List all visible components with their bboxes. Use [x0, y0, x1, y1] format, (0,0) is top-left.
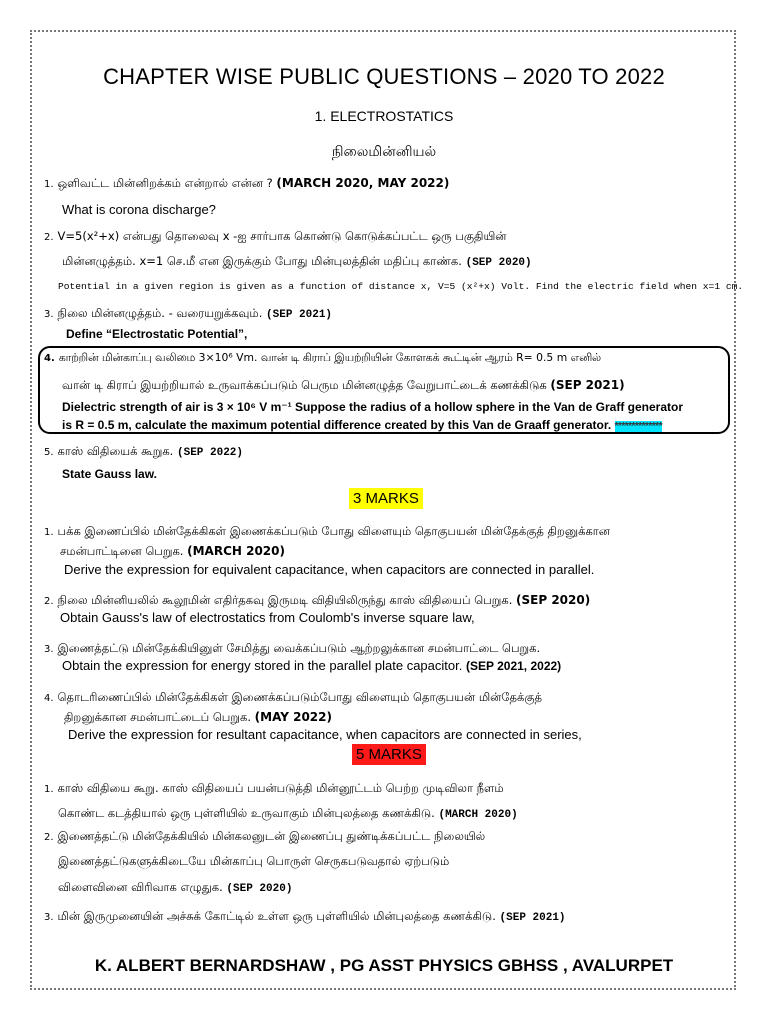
question-2m-3-english: Define “Electrostatic Potential”,	[66, 327, 248, 341]
question-2m-1-tamil: 1. ஒளிவட்ட மின்னிறக்கம் என்றால் என்ன ? (MARCH 2020, MAY 2022)	[44, 176, 450, 190]
exam-tag: (MARCH 2020)	[187, 544, 285, 558]
question-3m-3-tamil: 3. இணைத்தட்டு மின்தேக்கியினுள் சேமித்து வைக்கப்படும் ஆற்றலுக்கான சமன்பாட்டை பெறுக.	[44, 641, 541, 655]
question-2m-4-english-line1: Dielectric strength of air is 3 × 10⁶ V m⁻¹ Suppose the radius of a hollow sphere in the Van de Graff generator	[62, 400, 684, 414]
question-2m-5-tamil: 5. காஸ் விதியைக் கூறுக. (SEP 2022)	[44, 444, 244, 459]
exam-tag: (SEP 2020)	[465, 257, 532, 269]
exam-tag: (SEP 2022)	[177, 447, 244, 459]
question-2m-4-tamil-line2: வான் டி கிராப் இயற்றியால் உருவாக்கப்படும் பெரும மின்னழுத்த வேறுபாட்டைக் கணக்கிடுக (SEP 2021)	[62, 378, 625, 392]
question-2m-1-english: What is corona discharge?	[62, 202, 216, 217]
question-2m-4-english-line2: is R = 0.5 m, calculate the maximum potential difference created by this Van de Graaff generator. **************	[62, 418, 663, 432]
question-2m-2-tamil-line2: மின்னழுத்தம். x=1 செ.மீ என இருக்கும் போது மின்புலத்தின் மதிப்பு காண்க. (SEP 2020)	[62, 254, 532, 269]
question-3m-4-english: Derive the expression for resultant capacitance, when capacitors are connected in series,	[68, 727, 582, 742]
highlighted-stars: **************	[614, 421, 663, 432]
chapter-heading: 1. ELECTROSTATICS	[314, 108, 454, 124]
question-5m-1-tamil-line1: 1. காஸ் விதியை கூறு. காஸ் விதியைப் பயன்படுத்தி மின்னூட்டம் பெற்ற முடிவிலா நீளம்	[44, 781, 504, 795]
question-3m-1-tamil-line2: சமன்பாட்டினை பெறுக. (MARCH 2020)	[60, 544, 285, 558]
question-5m-2-tamil-line1: 2. இணைத்தட்டு மின்தேக்கியில் மின்கலனுடன் இணைப்பு துண்டிக்கப்பட்ட நிலையில்	[44, 829, 486, 843]
question-5m-1-tamil-line2: கொண்ட கடத்தியால் ஒரு புள்ளியில் உருவாகும் மின்புலத்தை கணக்கிடு. (MARCH 2020)	[58, 806, 518, 821]
question-3m-1-english: Derive the expression for equivalent capacitance, when capacitors are connected in parallel.	[64, 562, 595, 577]
page-title: CHAPTER WISE PUBLIC QUESTIONS – 2020 TO 2022	[103, 64, 665, 89]
question-5m-3-tamil: 3. மின் இருமுனையின் அச்சுக் கோட்டில் உள்ள ஒரு புள்ளியில் மின்புலத்தை கணக்கிடு. (SEP 2021)	[44, 909, 566, 924]
question-2m-4-tamil-line1: 4. காற்றின் மின்காப்பு வலிமை 3×10⁶ Vm. வான் டி கிராப் இயற்றியின் கோளகக் கூட்டின் ஆரம் R= 0.5 m எனில்	[44, 351, 601, 364]
exam-tag: (SEP 2021)	[266, 309, 333, 321]
question-3m-4-tamil-line2: திறனுக்கான சமன்பாட்டைப் பெறுக. (MAY 2022)	[64, 710, 332, 724]
section-heading-3-marks: 3 MARKS	[349, 488, 423, 509]
question-3m-3-english: Obtain the expression for energy stored in the parallel plate capacitor. (SEP 2021, 2022)	[62, 658, 562, 673]
exam-tag: (MAY 2022)	[254, 710, 332, 724]
question-2m-2-english: Potential in a given region is given as a function of distance x, V=5 (x²+x) Volt. Find the electric field when x=1 cm.	[58, 281, 744, 292]
question-5m-2-tamil-line3: விளைவினை விரிவாக எழுதுக. (SEP 2020)	[58, 880, 293, 895]
question-2m-3-tamil: 3. நிலை மின்னழுத்தம். - வரையறுக்கவும். (SEP 2021)	[44, 306, 333, 321]
exam-tag: (SEP 2021)	[499, 912, 566, 924]
exam-tag: (SEP 2020)	[516, 593, 591, 607]
question-5m-2-tamil-line2: இணைத்தட்டுகளுக்கிடையே மின்காப்பு பொருள் செருகபடுவதால் ஏற்படும்	[58, 854, 450, 868]
exam-tag: (SEP 2021, 2022)	[465, 659, 562, 673]
chapter-heading-tamil: நிலைமின்னியல்	[331, 144, 437, 160]
question-2m-2-tamil-line1: 2. V=5(x²+x) என்பது தொலைவு x -ஐ சார்பாக கொண்டு கொடுக்கப்பட்ட ஒரு பகுதியின்	[44, 229, 507, 243]
question-3m-1-tamil-line1: 1. பக்க இணைப்பில் மின்தேக்கிகள் இணைக்கப்படும் போது விளையும் தொகுபயன் மின்தேக்குத் திறனுக்கான	[44, 524, 610, 538]
question-3m-2-english: Obtain Gauss's law of electrostatics from Coulomb's inverse square law,	[60, 610, 475, 625]
author-footer: K. ALBERT BERNARDSHAW , PG ASST PHYSICS GBHSS , AVALURPET	[94, 956, 674, 975]
question-2m-5-english: State Gauss law.	[62, 467, 157, 481]
exam-tag: (SEP 2021)	[550, 378, 625, 392]
exam-tag: (MARCH 2020, MAY 2022)	[276, 176, 450, 190]
exam-tag: (MARCH 2020)	[438, 809, 518, 821]
section-heading-5-marks: 5 MARKS	[352, 744, 426, 765]
page-border	[30, 30, 736, 990]
exam-tag: (SEP 2020)	[226, 883, 293, 895]
question-3m-2-tamil: 2. நிலை மின்னியலில் கூலூமின் எதிர்தகவு இருமடி விதியிலிருந்து காஸ் விதியைப் பெறுக. (SEP 2020)	[44, 593, 591, 607]
question-3m-4-tamil-line1: 4. தொடரிணைப்பில் மின்தேக்கிகள் இணைக்கப்படும்போது விளையும் தொகுபயன் மின்தேக்குத்	[44, 690, 542, 704]
